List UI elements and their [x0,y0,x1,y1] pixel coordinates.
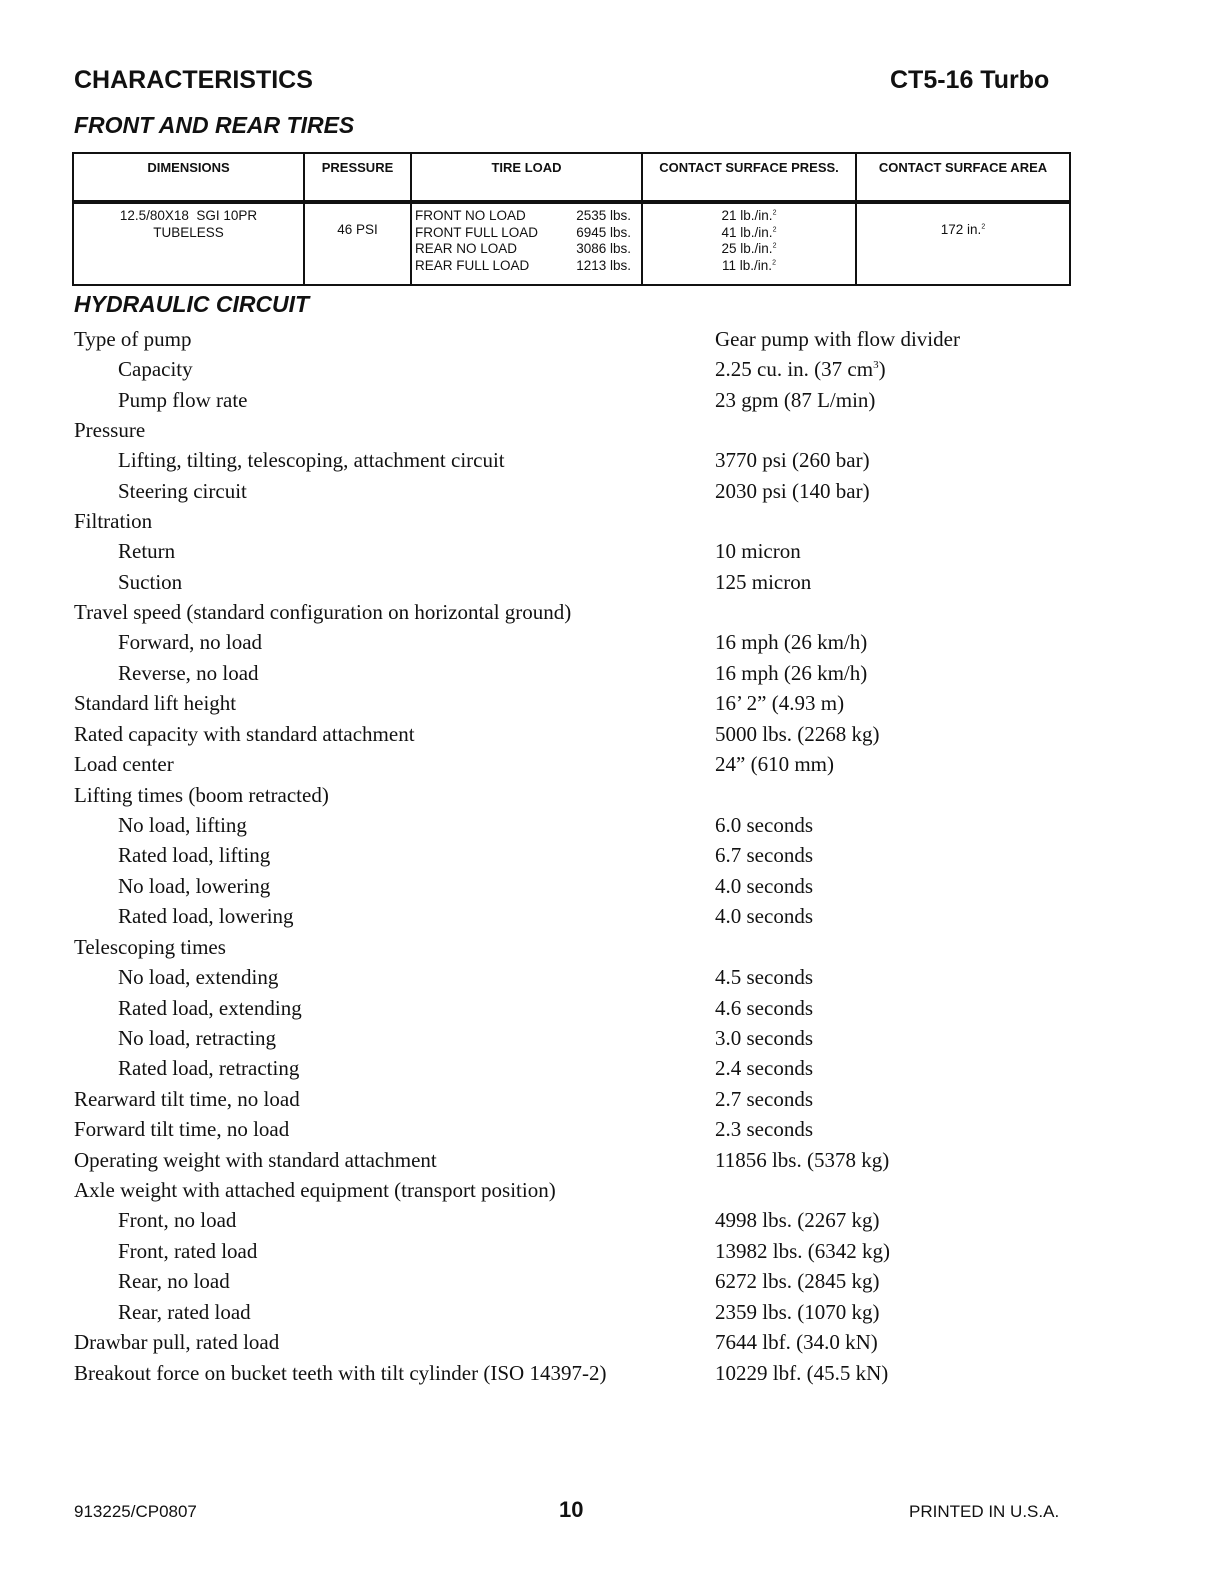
spec-value: 4.0 seconds [715,904,813,928]
section-title: CHARACTERISTICS [74,66,313,94]
spec-row [0,1300,1224,1330]
spec-value: 4.0 seconds [715,874,813,898]
spec-value: 13982 lbs. (6342 kg) [715,1239,890,1263]
spec-row [0,722,1224,752]
spec-label: No load, extending [118,965,279,989]
spec-row [0,1117,1224,1147]
column-header-contact-area: CONTACT SURFACE AREA [856,153,1070,202]
spec-row [0,357,1224,387]
spec-label: Front, no load [118,1208,237,1232]
tire-load-row [415,225,639,242]
column-header-tire-load: TIRE LOAD [411,153,642,202]
tire-load-value: 1213 lbs. [576,257,631,273]
tire-load-label: FRONT NO LOAD [415,208,526,223]
spec-row [0,661,1224,691]
spec-label: Filtration [74,509,153,533]
spec-label: Travel speed (standard configuration on horizontal ground) [74,600,572,624]
tire-load-row [415,208,639,225]
spec-label: Pump flow rate [118,388,248,412]
spec-row [0,752,1224,782]
spec-row [0,874,1224,904]
footer-doc-number: 913225/CP0807 [74,1502,197,1521]
spec-value: 16 mph (26 km/h) [715,630,868,654]
contact-press-value: 25 lb./in.$^2$ [721,241,777,256]
spec-row [0,1178,1224,1208]
spec-label: Rated load, extending [118,996,302,1020]
spec-value: 6.7 seconds [715,843,813,867]
spec-row [0,813,1224,843]
spec-value: 2.7 seconds [715,1087,813,1111]
spec-value: 2.25 cu. in. (37 $cm^3$) [715,357,886,381]
spec-label: Lifting, tilting, telescoping, attachment circuit [118,448,505,472]
spec-row [0,509,1224,539]
spec-label: Telescoping times [74,935,226,959]
spec-label: Rear, no load [118,1269,230,1293]
spec-label: Operating weight with standard attachment [74,1148,437,1172]
tire-load-cell [411,202,642,285]
spec-label: Standard lift height [74,691,237,715]
spec-value: 125 micron [715,570,812,594]
model-title: CT5-16 Turbo [890,66,1050,94]
tires-data-row [73,202,1070,285]
spec-value: 24” (610 mm) [715,752,834,776]
spec-label: Rated capacity with standard attachment [74,722,415,746]
spec-row [0,965,1224,995]
spec-value: 2.4 seconds [715,1056,813,1080]
spec-value: Gear pump with flow divider [715,327,960,351]
spec-label: Rated load, lowering [118,904,294,928]
spec-label: Steering circuit [118,479,247,503]
tire-load-label: REAR FULL LOAD [415,257,530,273]
spec-label: Capacity [118,357,193,381]
spec-value: 10 micron [715,539,801,563]
tire-dimensions-line2: TUBELESS [153,224,224,240]
spec-value: 5000 lbs. (2268 kg) [715,722,880,746]
tire-load-row [415,241,639,258]
spec-label: No load, lifting [118,813,247,837]
spec-row [0,1208,1224,1238]
spec-value: 23 gpm (87 L/min) [715,388,876,412]
spec-row [0,479,1224,509]
spec-value: 4.6 seconds [715,996,813,1020]
spec-row [0,327,1224,357]
spec-value: 2359 lbs. (1070 kg) [715,1300,880,1324]
spec-row [0,1239,1224,1269]
spec-value: 2.3 seconds [715,1117,813,1141]
tires-heading: FRONT AND REAR TIRES [74,112,355,138]
spec-row [0,570,1224,600]
tire-dimensions-line1: 12.5/80X18 SGI 10PR [119,208,258,223]
tires-header-row [73,153,1070,202]
contact-area-cell [856,202,1070,285]
spec-row [0,935,1224,965]
contact-press-value: 41 lb./in.$^2$ [721,224,777,240]
contact-press-value: 21 lb./in.$^2$ [721,208,777,223]
tire-load-label: REAR NO LOAD [415,241,518,256]
spec-row [0,600,1224,630]
spec-label: Front, rated load [118,1239,258,1263]
tire-load-row [415,258,639,275]
spec-label: No load, retracting [118,1026,277,1050]
column-header-contact-press: CONTACT SURFACE PRESS. [642,153,856,202]
contact-area-value: 172 in.$^2$ [940,222,986,237]
spec-value: 3770 psi (260 bar) [715,448,870,472]
spec-value: 7644 lbf. (34.0 kN) [715,1330,878,1354]
spec-value: 2030 psi (140 bar) [715,479,870,503]
spec-row [0,1056,1224,1086]
tire-load-value: 2535 lbs. [576,208,631,223]
spec-row [0,1148,1224,1178]
spec-label: Rated load, lifting [118,843,271,867]
spec-row [0,539,1224,569]
spec-value: 16’ 2” (4.93 m) [715,691,845,715]
spec-label: Suction [118,570,183,594]
tire-load-value: 3086 lbs. [576,241,631,256]
spec-label: Lifting times (boom retracted) [74,783,329,807]
spec-value: 6272 lbs. (2845 kg) [715,1269,880,1293]
spec-label: Drawbar pull, rated load [74,1330,280,1354]
spec-row [0,630,1224,660]
spec-row [0,1330,1224,1360]
spec-row [0,1087,1224,1117]
spec-value: 3.0 seconds [715,1026,813,1050]
spec-row [0,388,1224,418]
spec-value: 10229 lbf. (45.5 kN) [715,1361,889,1385]
spec-value: 11856 lbs. (5378 kg) [715,1148,890,1172]
spec-row [0,448,1224,478]
tire-load-value: 6945 lbs. [576,224,631,240]
spec-label: Breakout force on bucket teeth with tilt cylinder (ISO 14397-2) [74,1361,607,1385]
spec-label: Rear, rated load [118,1300,251,1324]
spec-row [0,418,1224,448]
spec-label: No load, lowering [118,874,271,898]
contact-press-value: 11 lb./in.$^2$ [722,257,776,273]
footer-page-number: 10 [559,1497,584,1522]
spec-value: 4998 lbs. (2267 kg) [715,1208,880,1232]
spec-row [0,843,1224,873]
column-header-pressure: PRESSURE [304,153,411,202]
tire-load-label: FRONT FULL LOAD [415,224,539,240]
spec-row [0,1269,1224,1299]
spec-label: Rearward tilt time, no load [74,1087,300,1111]
spec-label: Axle weight with attached equipment (transport position) [74,1178,556,1202]
spec-value: 6.0 seconds [715,813,813,837]
spec-label: Forward, no load [118,630,263,654]
spec-value: 4.5 seconds [715,965,813,989]
spec-label: Type of pump [74,327,192,351]
spec-row [0,904,1224,934]
spec-label: Return [118,539,176,563]
column-header-dimensions: DIMENSIONS [73,153,304,202]
spec-label: Forward tilt time, no load [74,1117,290,1141]
hydraulic-heading: HYDRAULIC CIRCUIT [74,291,310,317]
tire-pressure-cell [304,202,411,285]
tire-pressure-value: 46 PSI [337,222,378,237]
tires-table [72,152,1071,286]
spec-row [0,783,1224,813]
footer-printed: PRINTED IN U.S.A. [909,1502,1060,1521]
tire-dimensions-cell [73,202,304,285]
spec-label: Rated load, retracting [118,1056,300,1080]
spec-row [0,996,1224,1026]
spec-label: Load center [74,752,174,776]
spec-row [0,1361,1224,1391]
spec-row [0,1026,1224,1056]
spec-value: 16 mph (26 km/h) [715,661,868,685]
spec-label: Pressure [74,418,146,442]
contact-press-cell [642,202,856,285]
spec-label: Reverse, no load [118,661,259,685]
spec-row [0,691,1224,721]
